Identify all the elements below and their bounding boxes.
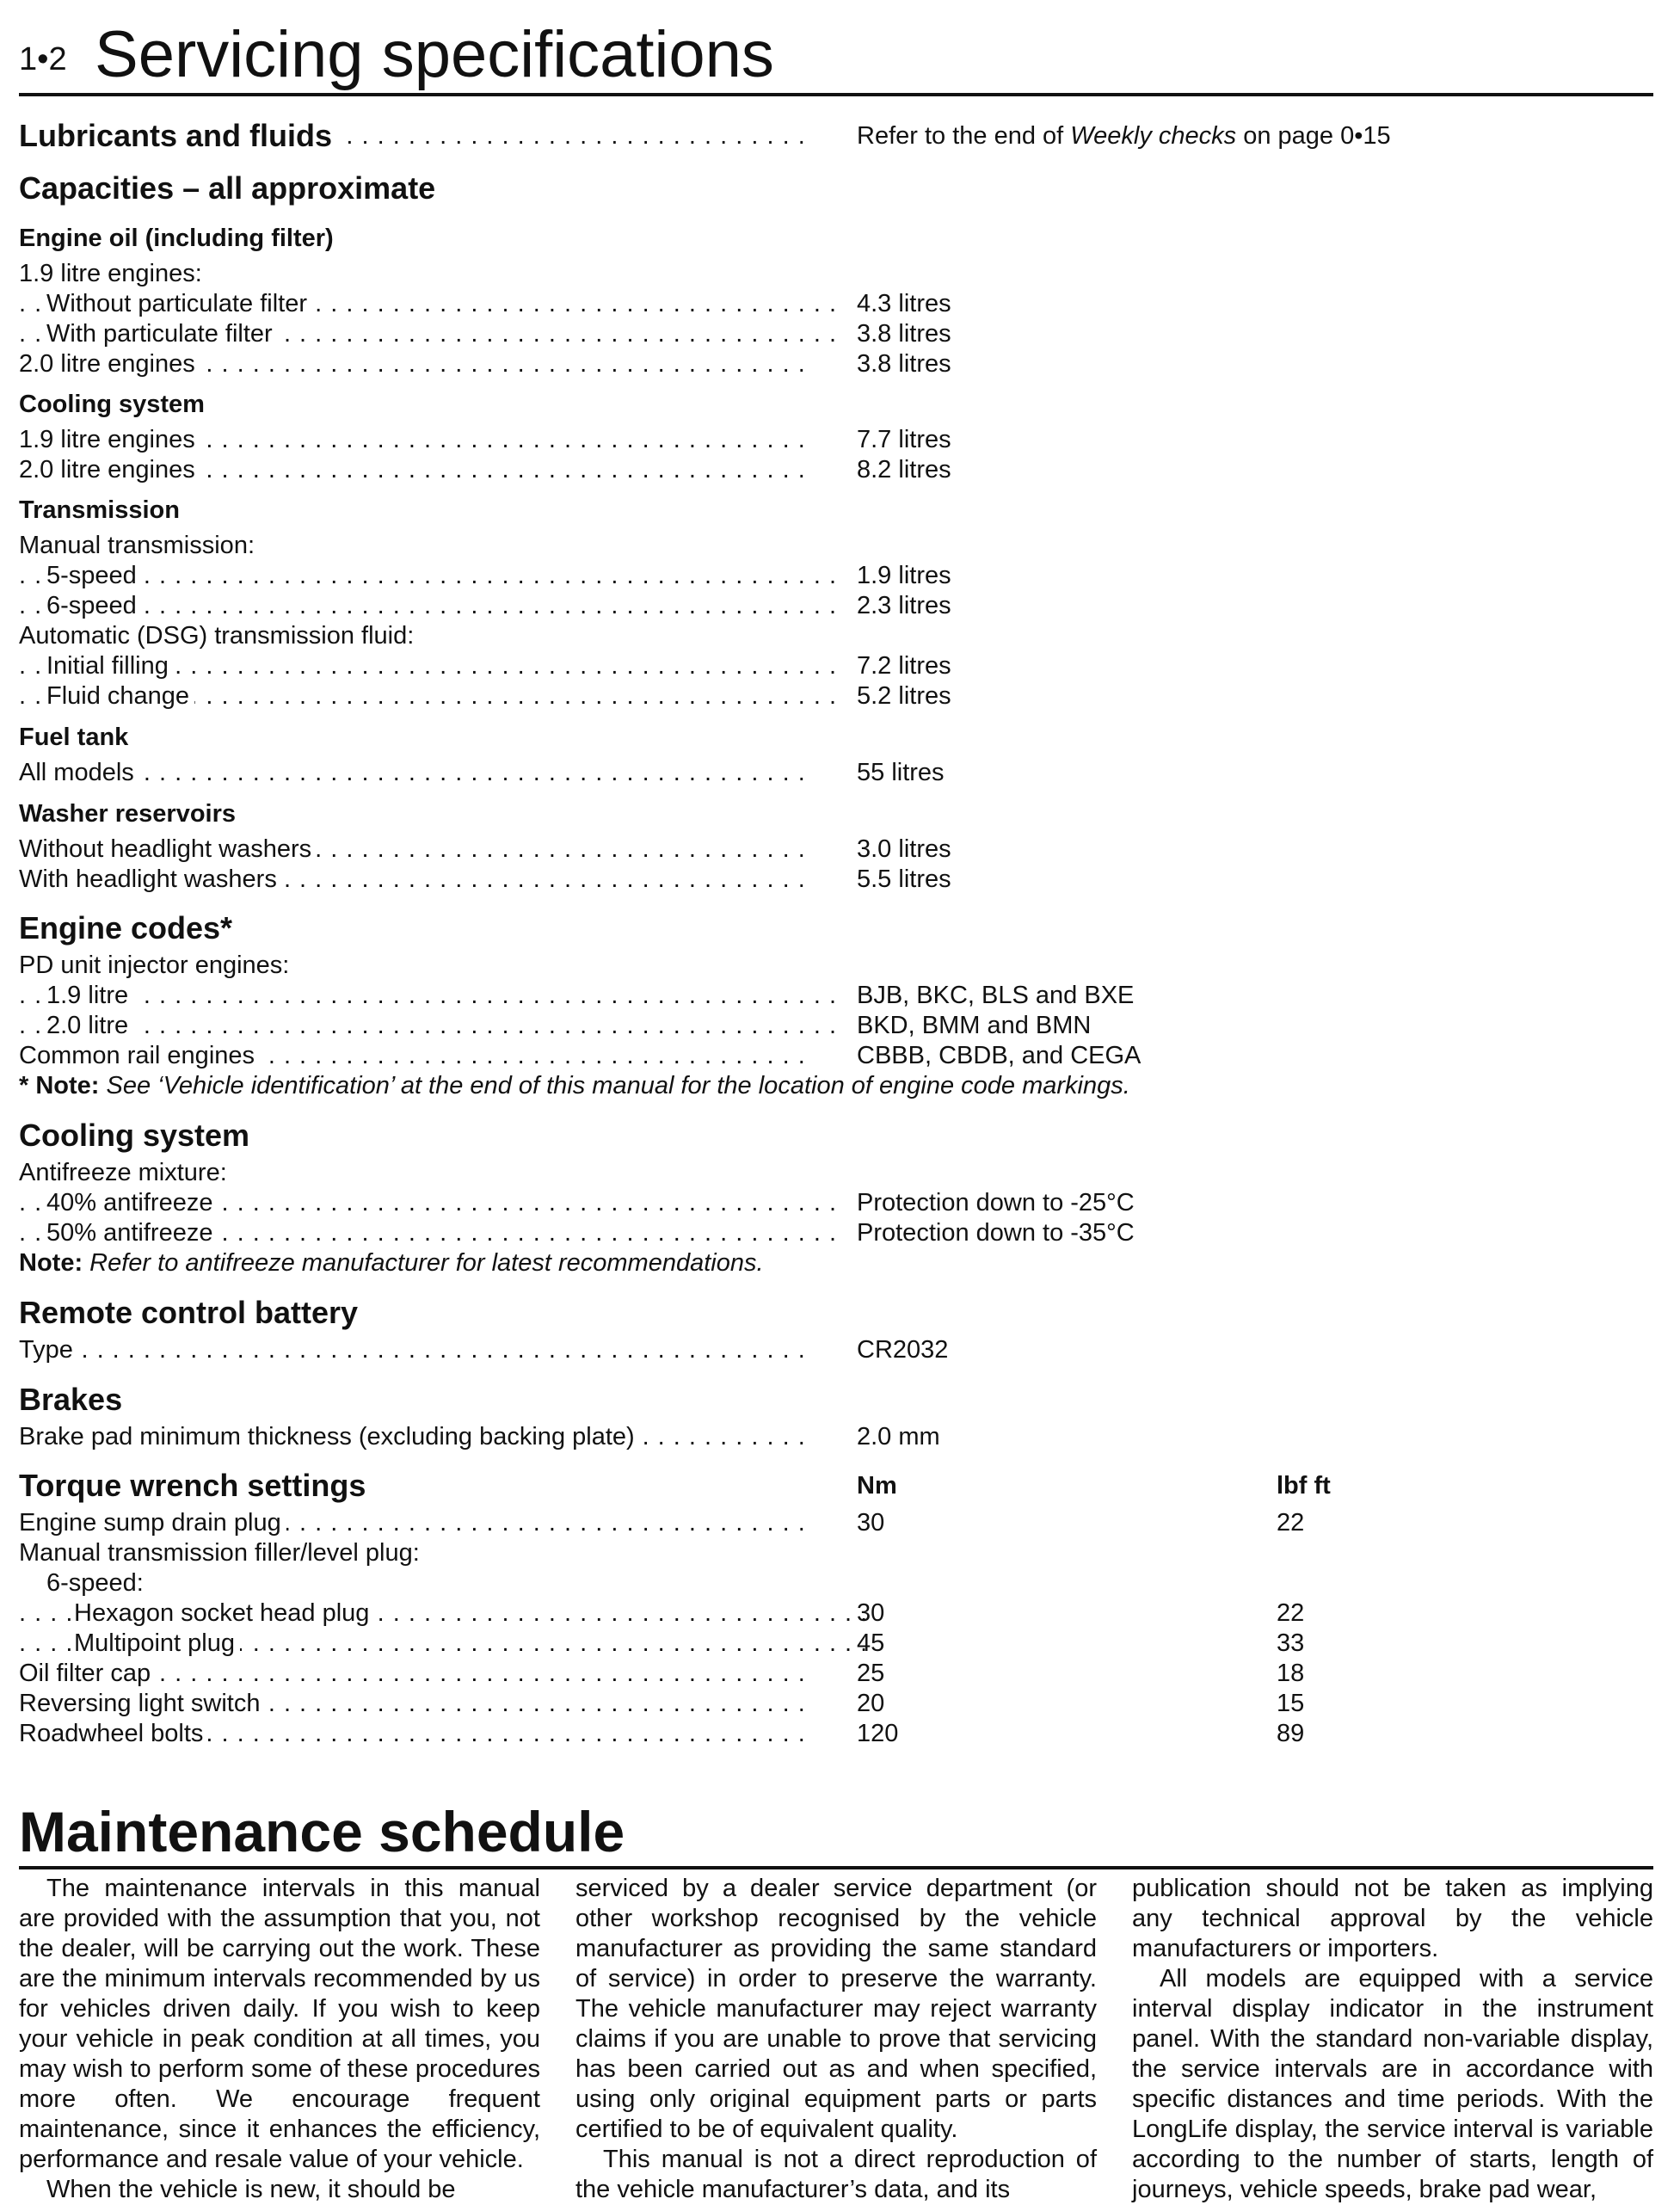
spec-row: 1.9 litre engines . . . 7.7 litres xyxy=(19,424,1653,455)
torque-six-speed: 6-speed: xyxy=(46,1569,144,1597)
engine-codes-note: * Note: See ‘Vehicle identification’ at the end of this manual for the location of engine code markings. xyxy=(19,1072,1130,1099)
lubricants-row xyxy=(19,117,1653,155)
auto-transmission-sub: Automatic (DSG) transmission fluid: xyxy=(19,622,415,650)
spec-row: Roadwheel bolts . . . 120 89 xyxy=(19,1718,1653,1749)
engine-codes-heading: Engine codes* xyxy=(19,910,233,945)
spec-row: Initial filling . . . 7.2 litres xyxy=(19,650,1653,681)
transmission-heading: Transmission xyxy=(19,496,180,524)
torque-heading-row xyxy=(19,1467,1653,1505)
paragraph: publication should not be taken as implying any technical approval by the vehicle manufacturers or importers. xyxy=(1132,1875,1653,1962)
lubricants-label: Lubricants and fluids xyxy=(19,118,337,153)
fuel-tank-heading: Fuel tank xyxy=(19,724,129,751)
cooling-note: Note: Refer to antifreeze manufacturer for latest recommendations. xyxy=(19,1249,764,1277)
torque-col-lbf: lbf ft xyxy=(1277,1472,1331,1500)
torque-heading: Torque wrench settings xyxy=(19,1468,366,1503)
spec-row: Type . . . CR2032 xyxy=(19,1334,1653,1365)
page-title: Servicing specifications xyxy=(95,18,774,91)
spec-row: Fluid change . . . 5.2 litres xyxy=(19,681,1653,711)
maintenance-header xyxy=(19,1794,1653,1869)
paragraph: This manual is not a direct reproduction of the vehicle manufacturer’s data, and its xyxy=(575,2146,1097,2203)
paragraph: All models are equipped with a service interval display indicator in the instrument panel. With the standard non-variable display, the service intervals are in accordance with specific distances and time periods. With the LongLife display, the service interval is variable according to the number of starts, length of journeys, vehicle speeds, brake pad wear, xyxy=(1132,1965,1653,2203)
page xyxy=(19,0,1653,2202)
page-number: 1•2 xyxy=(19,41,67,77)
maintenance-column-1 xyxy=(19,1874,540,2205)
spec-row: All models . . . 55 litres xyxy=(19,757,1653,788)
spec-row: Brake pad minimum thickness (excluding backing plate) . . . 2.0 mm xyxy=(19,1421,1653,1452)
page-header xyxy=(19,7,1653,96)
torque-manual-sub: Manual transmission filler/level plug: xyxy=(19,1539,420,1567)
engine-oil-heading: Engine oil (including filter) xyxy=(19,225,334,252)
paragraph: The maintenance intervals in this manual are provided with the assumption that you, not the dealer, will be carrying out the work. These are the minimum intervals recommended by us for vehicles driven daily. If you wish to keep your vehicle in peak condition at all times, you may wish to perform some of these procedures more often. We encourage frequent maintenance, since it enhances the efficiency, performance and resale value of your vehicle. xyxy=(19,1875,540,2173)
maintenance-column-2 xyxy=(575,1874,1097,2205)
washer-heading: Washer reservoirs xyxy=(19,800,237,828)
antifreeze-sub: Antifreeze mixture: xyxy=(19,1159,227,1186)
spec-row: 1.9 litre . . . BJB, BKC, BLS and BXE xyxy=(19,980,1653,1011)
spec-row: With headlight washers . . . 5.5 litres xyxy=(19,864,1653,895)
spec-row: 6-speed . . . 2.3 litres xyxy=(19,590,1653,621)
spec-row: Engine sump drain plug . . . 30 22 xyxy=(19,1507,1653,1538)
manual-transmission-sub: Manual transmission: xyxy=(19,532,255,559)
spec-row: Multipoint plug . . . 45 33 xyxy=(19,1628,1653,1659)
spec-row: Common rail engines . . . CBBB, CBDB, and CEGA xyxy=(19,1040,1653,1071)
cooling-capacity-heading: Cooling system xyxy=(19,391,205,418)
remote-battery-heading: Remote control battery xyxy=(19,1295,359,1330)
spec-row: Hexagon socket head plug . . . 30 22 xyxy=(19,1598,1653,1629)
spec-row: Without headlight washers . . . 3.0 litres xyxy=(19,834,1653,865)
spec-row: 2.0 litre engines . . . 3.8 litres xyxy=(19,348,1653,379)
brakes-heading: Brakes xyxy=(19,1382,123,1417)
paragraph: serviced by a dealer service department (or other workshop recognised by the vehicle manufacturer as providing the same standard of service) in order to preserve the warranty. The vehicle manufacturer may reject warranty claims if you are unable to prove that servicing has been carried out as and when specified, using only original equipment parts or parts certified to be of equivalent quality. xyxy=(575,1875,1097,2143)
spec-row: 40% antifreeze . . . Protection down to -25°C xyxy=(19,1187,1653,1218)
lubricants-value: Refer to the end of Weekly checks on page 0•15 xyxy=(857,122,1391,150)
cooling-system-heading: Cooling system xyxy=(19,1118,250,1153)
spec-row: 50% antifreeze . . . Protection down to -35°C xyxy=(19,1217,1653,1248)
engine-codes-sub: PD unit injector engines: xyxy=(19,952,290,979)
spec-row: Oil filter cap . . . 25 18 xyxy=(19,1658,1653,1689)
capacities-heading: Capacities – all approximate xyxy=(19,170,436,206)
spec-row: With particulate filter . . . 3.8 litres xyxy=(19,318,1653,349)
spec-row: Without particulate filter . . . 4.3 litres xyxy=(19,288,1653,319)
maintenance-title: Maintenance schedule xyxy=(19,1800,625,1863)
spec-row: 2.0 litre engines . . . 8.2 litres xyxy=(19,454,1653,485)
paragraph: When the vehicle is new, it should be xyxy=(46,2176,456,2203)
engine-oil-sub: 1.9 litre engines: xyxy=(19,260,202,287)
spec-row: Reversing light switch . . . 20 15 xyxy=(19,1688,1653,1719)
maintenance-column-3 xyxy=(1132,1874,1653,2205)
torque-col-nm: Nm xyxy=(857,1472,897,1500)
spec-row: 5-speed . . . 1.9 litres xyxy=(19,560,1653,591)
spec-row: 2.0 litre . . . BKD, BMM and BMN xyxy=(19,1010,1653,1041)
